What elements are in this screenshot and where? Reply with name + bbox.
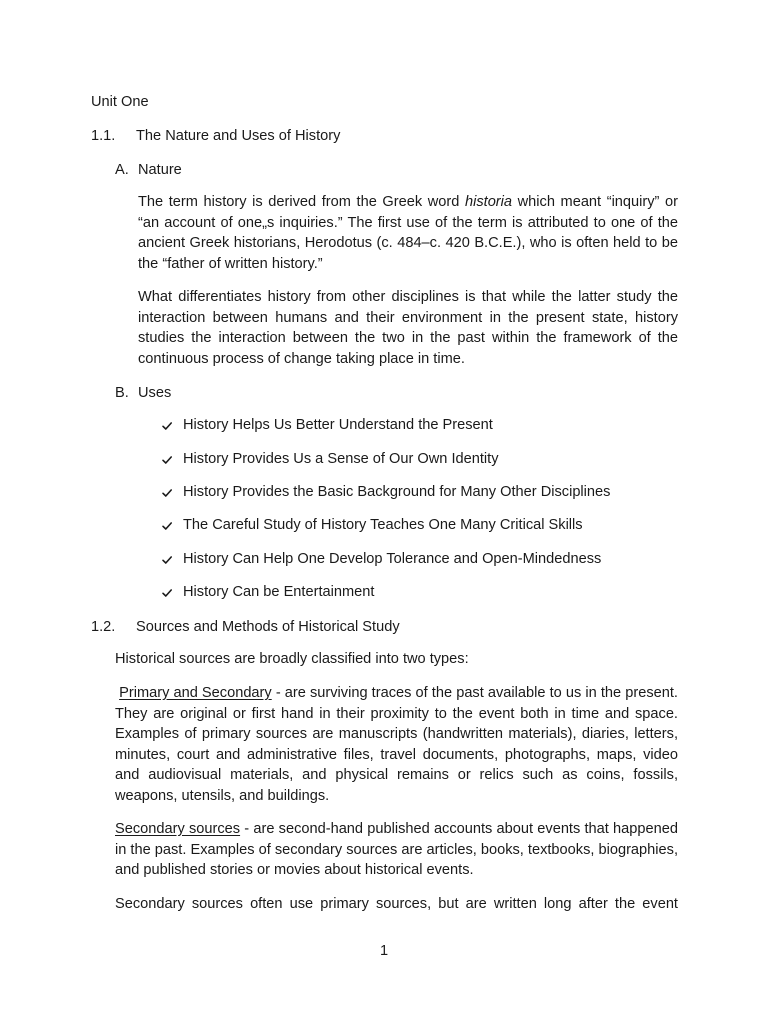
list-item-label: History Provides the Basic Background for Many Other Disciplines [183,484,611,500]
section-title: The Nature and Uses of History [136,128,341,144]
list-item-label: History Can be Entertainment [183,584,375,600]
primary-sources-paragraph [115,683,678,807]
section-title: Sources and Methods of Historical Study [136,619,400,635]
list-item-label: The Careful Study of History Teaches One Many Critical Skills [183,517,583,533]
nature-text: The term history is derived from the Greek word [138,194,465,210]
unit-title: Unit One [91,94,149,110]
page-number: 1 [379,943,389,959]
list-item-label: History Provides Us a Sense of Our Own Identity [183,451,499,467]
sources-intro: Historical sources are broadly classified into two types: [115,651,469,667]
nature-paragraph-1 [138,192,678,274]
nature-text-cont: which meant “inquiry” or “an account of one„s inquiries.” The first use of the term is attributed to one of the ancient Greek historians, Herodotus (c. 484–c. 420 B.C.E.), who is often held to be the “father of written history.” [138,194,678,272]
section-number: 1.1. [91,128,116,144]
checkmark-icon [161,554,173,566]
list-item-label: History Can Help One Develop Tolerance and Open-Mindedness [183,551,602,567]
section-number: 1.2. [91,619,116,635]
italic-term: historia [464,194,513,210]
primary-definition: - are surviving traces of the past available to us in the present. They are original or first hand in their proximity to the event both in time and space. Examples of primary sources are manuscripts (handwritten materials), diaries, letters, minutes, court and administrative files, travel documents, photographs, maps, video and audiovisual materials, and physical remains or relics such as coins, fossils, weapons, utensils, and buildings. [115,685,678,804]
secondary-sources-paragraph [115,819,678,881]
checkmark-icon [161,420,173,432]
secondary-term: Secondary sources [115,821,241,837]
list-item-label: History Helps Us Better Understand the Present [183,417,493,433]
closing-paragraph: Secondary sources often use primary sources, but are written long after the event [115,896,678,912]
secondary-definition: - are second-hand published accounts about events that happened in the past. Examples of secondary sources are articles, books, textbooks, biographies, and published stories or movies about historical events. [115,821,678,879]
checkmark-icon [161,487,173,499]
subheading-letter: A. [115,162,129,178]
checkmark-icon [161,454,173,466]
subheading-letter: B. [115,385,129,401]
primary-term: Primary and Secondary [119,685,272,701]
subheading-title: Uses [138,385,172,401]
checkmark-icon [161,587,173,599]
nature-paragraph-2: What differentiates history from other disciplines is that while the latter study the interaction between humans and their environment in the present state, history studies the interaction between the two in the past within the framework of the continuous process of change taking place in time. [138,289,678,367]
checkmark-icon [161,520,173,532]
subheading-title: Nature [138,162,182,178]
